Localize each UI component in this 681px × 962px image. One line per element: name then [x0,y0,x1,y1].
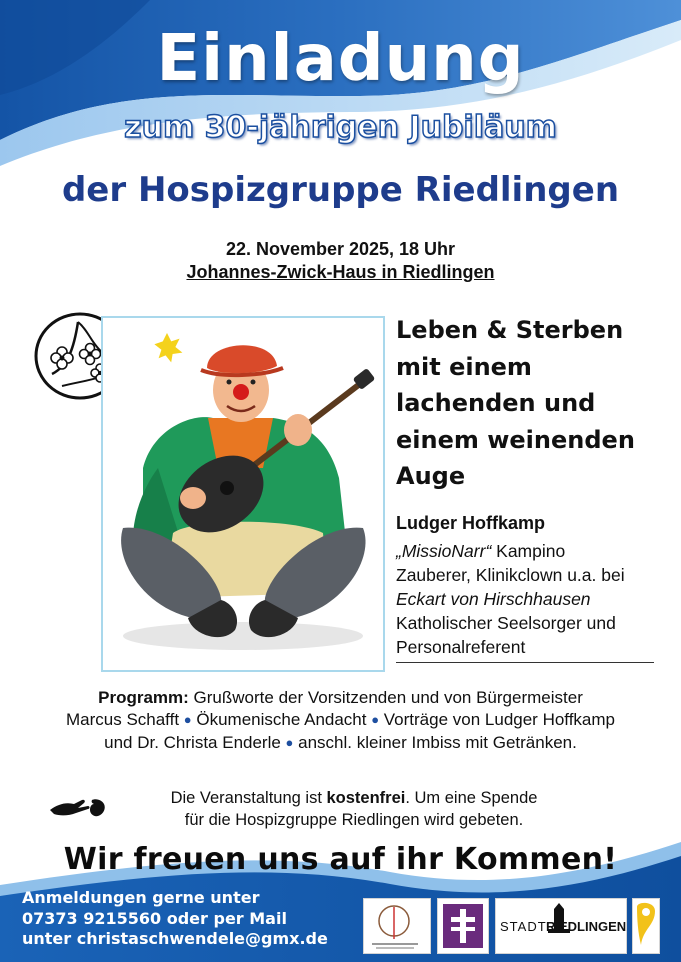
partner-logo-hospiz [363,898,431,954]
bullet-icon: ● [183,712,192,727]
partner-logo-yellow [632,898,660,954]
stadt-label: STADT [500,919,547,934]
speaker-name: Ludger Hoffkamp [396,513,546,533]
divider [396,662,654,663]
cross-icon [438,899,488,953]
program-part: Ökumenische Andacht [191,710,372,729]
contact-line-2: 07373 9215560 oder per Mail [22,908,287,928]
event-venue [0,262,681,283]
program-part: Marcus Schafft [65,710,180,729]
note-text: Die Veranstaltung ist [170,789,327,807]
donation-note [124,787,584,831]
headline-line: Auge [396,462,466,490]
helping-hands-icon [48,794,110,820]
headline-line: einem weinenden [396,425,635,454]
closing-message: Wir freuen uns auf ihr Kommen! [63,842,618,877]
speaker-desc-line-1 [396,539,676,563]
contact-line-3: unter christaschwendele@gmx.de [22,929,328,948]
yellow-mark-icon [633,899,659,953]
kampino-text: Kampino [491,541,566,561]
program-part: und Dr. Christa Enderle [104,733,286,752]
donation-note-line-2: für die Hospizgruppe Riedlingen wird gebeten. [184,811,524,829]
bullet-icon: ● [285,735,294,750]
contact-line-1: Anmeldungen gerne unter [22,888,260,907]
missionarr-text: „MissioNarr“ [396,541,492,561]
headline-line: lachenden und [396,389,596,417]
program-part: anschl. kleiner Imbiss mit Getränken. [293,733,577,752]
headline-line: mit einem [396,352,532,381]
clown-illustration [103,318,383,670]
program-line-1 [10,687,671,709]
page-title: Einladung [156,22,525,96]
program-part: Grußworte der Vorsitzenden und von Bürgermeister [188,688,583,707]
page-subtitle: zum 30-jährigen Jubiläum [124,110,557,145]
clown-photo [101,316,385,672]
program-part: Vorträge von Ludger Hoffkamp [379,710,616,729]
program-line-3 [10,732,671,755]
feature-headline [396,312,671,495]
program-label: Programm: [98,688,189,707]
speaker-desc-line-5: Personalreferent [396,637,526,657]
partner-logo-church [437,898,489,954]
note-text: . Um eine Spende [405,789,538,807]
partner-logo-stadt-riedlingen [495,898,627,954]
program-text [10,687,671,755]
speaker-desc-line-4: Katholischer Seelsorger und [396,613,616,633]
headline-line: Leben & Sterben [396,316,624,344]
event-venue-text: Johannes-Zwick-Haus in Riedlingen [186,262,495,282]
speaker-desc-line-3: Eckart von Hirschhausen [396,589,591,609]
organization-heading: der Hospizgruppe Riedlingen [61,170,620,210]
contact-info [22,888,362,950]
bullet-icon: ● [371,712,380,727]
speaker-desc-line-2: Zauberer, Klinikclown u.a. bei [396,565,625,585]
note-bold-text: kostenfrei [326,789,406,807]
hospiz-partner-icon [364,899,430,953]
program-line-2 [10,709,671,732]
donation-note-line-1 [124,787,584,809]
riedlingen-label: RIEDLINGEN [546,919,627,934]
speaker-description [396,539,676,659]
event-date: 22. November 2025, 18 Uhr [225,239,456,259]
